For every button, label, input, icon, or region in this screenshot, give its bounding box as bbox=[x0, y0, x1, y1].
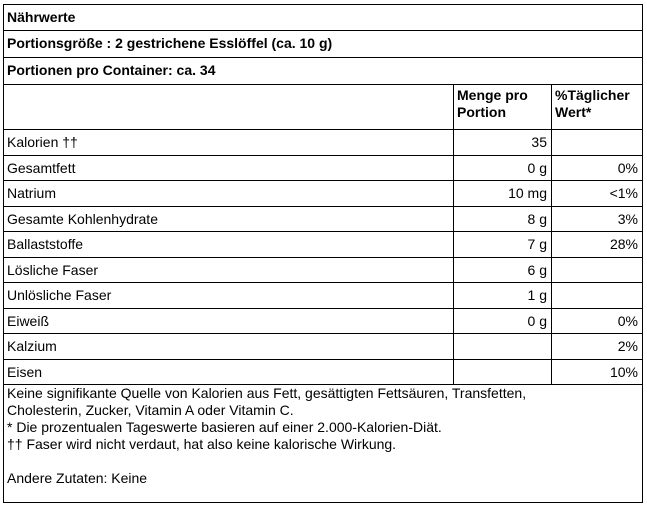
column-header-row bbox=[4, 85, 642, 130]
table-row bbox=[4, 207, 642, 233]
table-row bbox=[4, 156, 642, 182]
nutrient-name: Lösliche Faser bbox=[4, 258, 454, 283]
nutrient-name: Eisen bbox=[4, 360, 454, 385]
nutrient-daily-value bbox=[552, 258, 642, 283]
nutrient-name: Eiweiß bbox=[4, 309, 454, 334]
nutrient-amount: 6 g bbox=[454, 258, 552, 283]
note-fiber: †† Faser wird nicht verdaut, hat also keine kalorische Wirkung. bbox=[7, 436, 397, 452]
column-header-nutrient bbox=[4, 85, 454, 129]
nutrient-amount: 35 bbox=[454, 130, 552, 155]
nutrient-name: Gesamte Kohlenhydrate bbox=[4, 207, 454, 232]
nutrient-daily-value: <1% bbox=[609, 185, 638, 201]
footnotes bbox=[4, 385, 642, 487]
nutrient-name: Gesamtfett bbox=[4, 156, 454, 181]
nutrient-name: Unlösliche Faser bbox=[4, 283, 454, 308]
note-no-significant-source-cont: Cholesterin, Zucker, Vitamin A oder Vitamin C. bbox=[7, 402, 294, 418]
servings-per-container: Portionen pro Container: ca. 34 bbox=[4, 58, 642, 85]
note-no-significant-source: Keine signifikante Quelle von Kalorien aus Fett, gesättigten Fettsäuren, Transfetten, bbox=[7, 385, 527, 401]
column-header-amount: Menge pro Portion bbox=[454, 85, 552, 129]
nutrient-amount: 0 g bbox=[454, 156, 552, 181]
nutrient-daily-value: 2% bbox=[617, 338, 638, 354]
nutrient-amount: 8 g bbox=[454, 207, 552, 232]
nutrient-daily-value: 0% bbox=[617, 312, 638, 329]
table-row bbox=[4, 309, 642, 335]
table-row bbox=[4, 181, 642, 207]
nutrient-daily-value bbox=[552, 130, 642, 155]
table-row bbox=[4, 283, 642, 309]
nutrient-amount: 10 mg bbox=[454, 181, 552, 206]
nutrient-amount bbox=[454, 334, 552, 359]
nutrient-amount bbox=[454, 360, 552, 385]
note-spacer bbox=[7, 453, 642, 470]
nutrient-name: Kalorien †† bbox=[4, 130, 454, 155]
nutrient-name: Ballaststoffe bbox=[4, 232, 454, 257]
nutrient-name: Natrium bbox=[4, 181, 454, 206]
serving-size: Portionsgröße : 2 gestrichene Esslöffel (ca. 10 g) bbox=[4, 31, 642, 58]
nutrient-amount: 0 g bbox=[454, 309, 552, 334]
nutrient-daily-value: 28% bbox=[609, 236, 638, 252]
note-other-ingredients: Andere Zutaten: Keine bbox=[7, 470, 148, 486]
nutrient-daily-value: 10% bbox=[609, 363, 638, 380]
nutrient-daily-value bbox=[552, 283, 642, 308]
nutrient-amount: 1 g bbox=[454, 283, 552, 308]
nutrient-daily-value: 3% bbox=[617, 210, 638, 227]
nutrient-amount: 7 g bbox=[454, 232, 552, 257]
table-title: Nährwerte bbox=[4, 5, 642, 31]
column-header-daily-value: %Täglicher Wert* bbox=[555, 87, 630, 120]
table-row bbox=[4, 130, 642, 156]
note-daily-value-basis: * Die prozentualen Tageswerte basieren auf einer 2.000-Kalorien-Diät. bbox=[7, 419, 442, 435]
table-row bbox=[4, 360, 642, 386]
nutrition-table bbox=[3, 4, 643, 503]
nutrient-daily-value: 0% bbox=[617, 159, 638, 176]
nutrient-name: Kalzium bbox=[4, 334, 454, 359]
table-row bbox=[4, 258, 642, 284]
table-row bbox=[4, 334, 642, 360]
table-row bbox=[4, 232, 642, 258]
